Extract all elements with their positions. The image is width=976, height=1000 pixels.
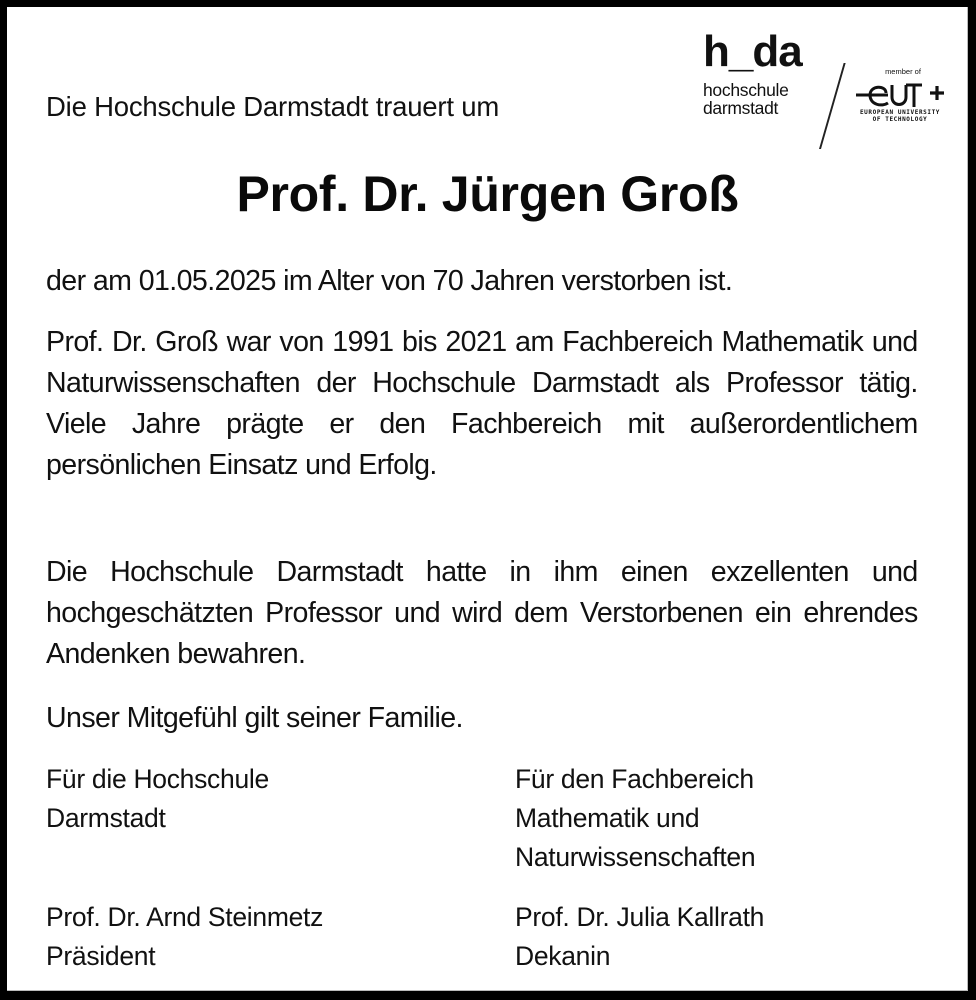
eut-logo <box>845 67 955 123</box>
eut-logo-mark-icon <box>845 79 955 109</box>
signature-left-signatory <box>46 898 323 976</box>
eut-member-of: member of <box>885 67 921 76</box>
intro-line: Die Hochschule Darmstadt trauert um <box>46 91 500 122</box>
hda-logo <box>703 27 818 118</box>
eut-subtitle: EUROPEAN UNIVERSITY OF TECHNOLOGY <box>859 109 941 123</box>
signature-left-affiliation: Für die Hochschule Darmstadt <box>46 764 269 833</box>
signatory-role: Präsident <box>46 941 156 971</box>
career-paragraph: Prof. Dr. Groß war von 1991 bis 2021 am Fachbereich Mathematik und Naturwissenschaften der Hochschule Darmstadt als Professor tätig. Viele Jahre prägte er den Fachbereich mit außerordentlichem persönlichen Einsatz und Erfolg. <box>46 326 918 481</box>
obituary-notice <box>7 7 968 991</box>
hda-logo-line1: hochschule <box>703 80 789 100</box>
deceased-name-title: Prof. Dr. Jürgen Groß <box>236 166 739 222</box>
signatory-name: Prof. Dr. Arnd Steinmetz <box>46 902 324 932</box>
hda-logo-line2: darmstadt <box>703 98 779 118</box>
hda-logo-mark: h_da <box>703 27 802 76</box>
logo-divider <box>819 63 846 149</box>
signature-right-signatory <box>515 898 764 976</box>
tribute-paragraph: Die Hochschule Darmstadt hatte in ihm einen exzellenten und hochgeschätzten Professor und wird dem Verstorbenen ein ehrendes Andenken bewahren. <box>46 556 918 670</box>
signatory-name: Prof. Dr. Julia Kallrath <box>515 902 765 932</box>
condolence-line: Unser Mitgefühl gilt seiner Familie. <box>46 702 463 734</box>
death-date-line: der am 01.05.2025 im Alter von 70 Jahren verstorben ist. <box>46 265 733 297</box>
hda-logo-name <box>703 81 818 117</box>
signature-right-affiliation: Für den Fachbereich Mathematik und Naturwissenschaften <box>515 764 756 872</box>
signatory-role: Dekanin <box>515 941 611 971</box>
